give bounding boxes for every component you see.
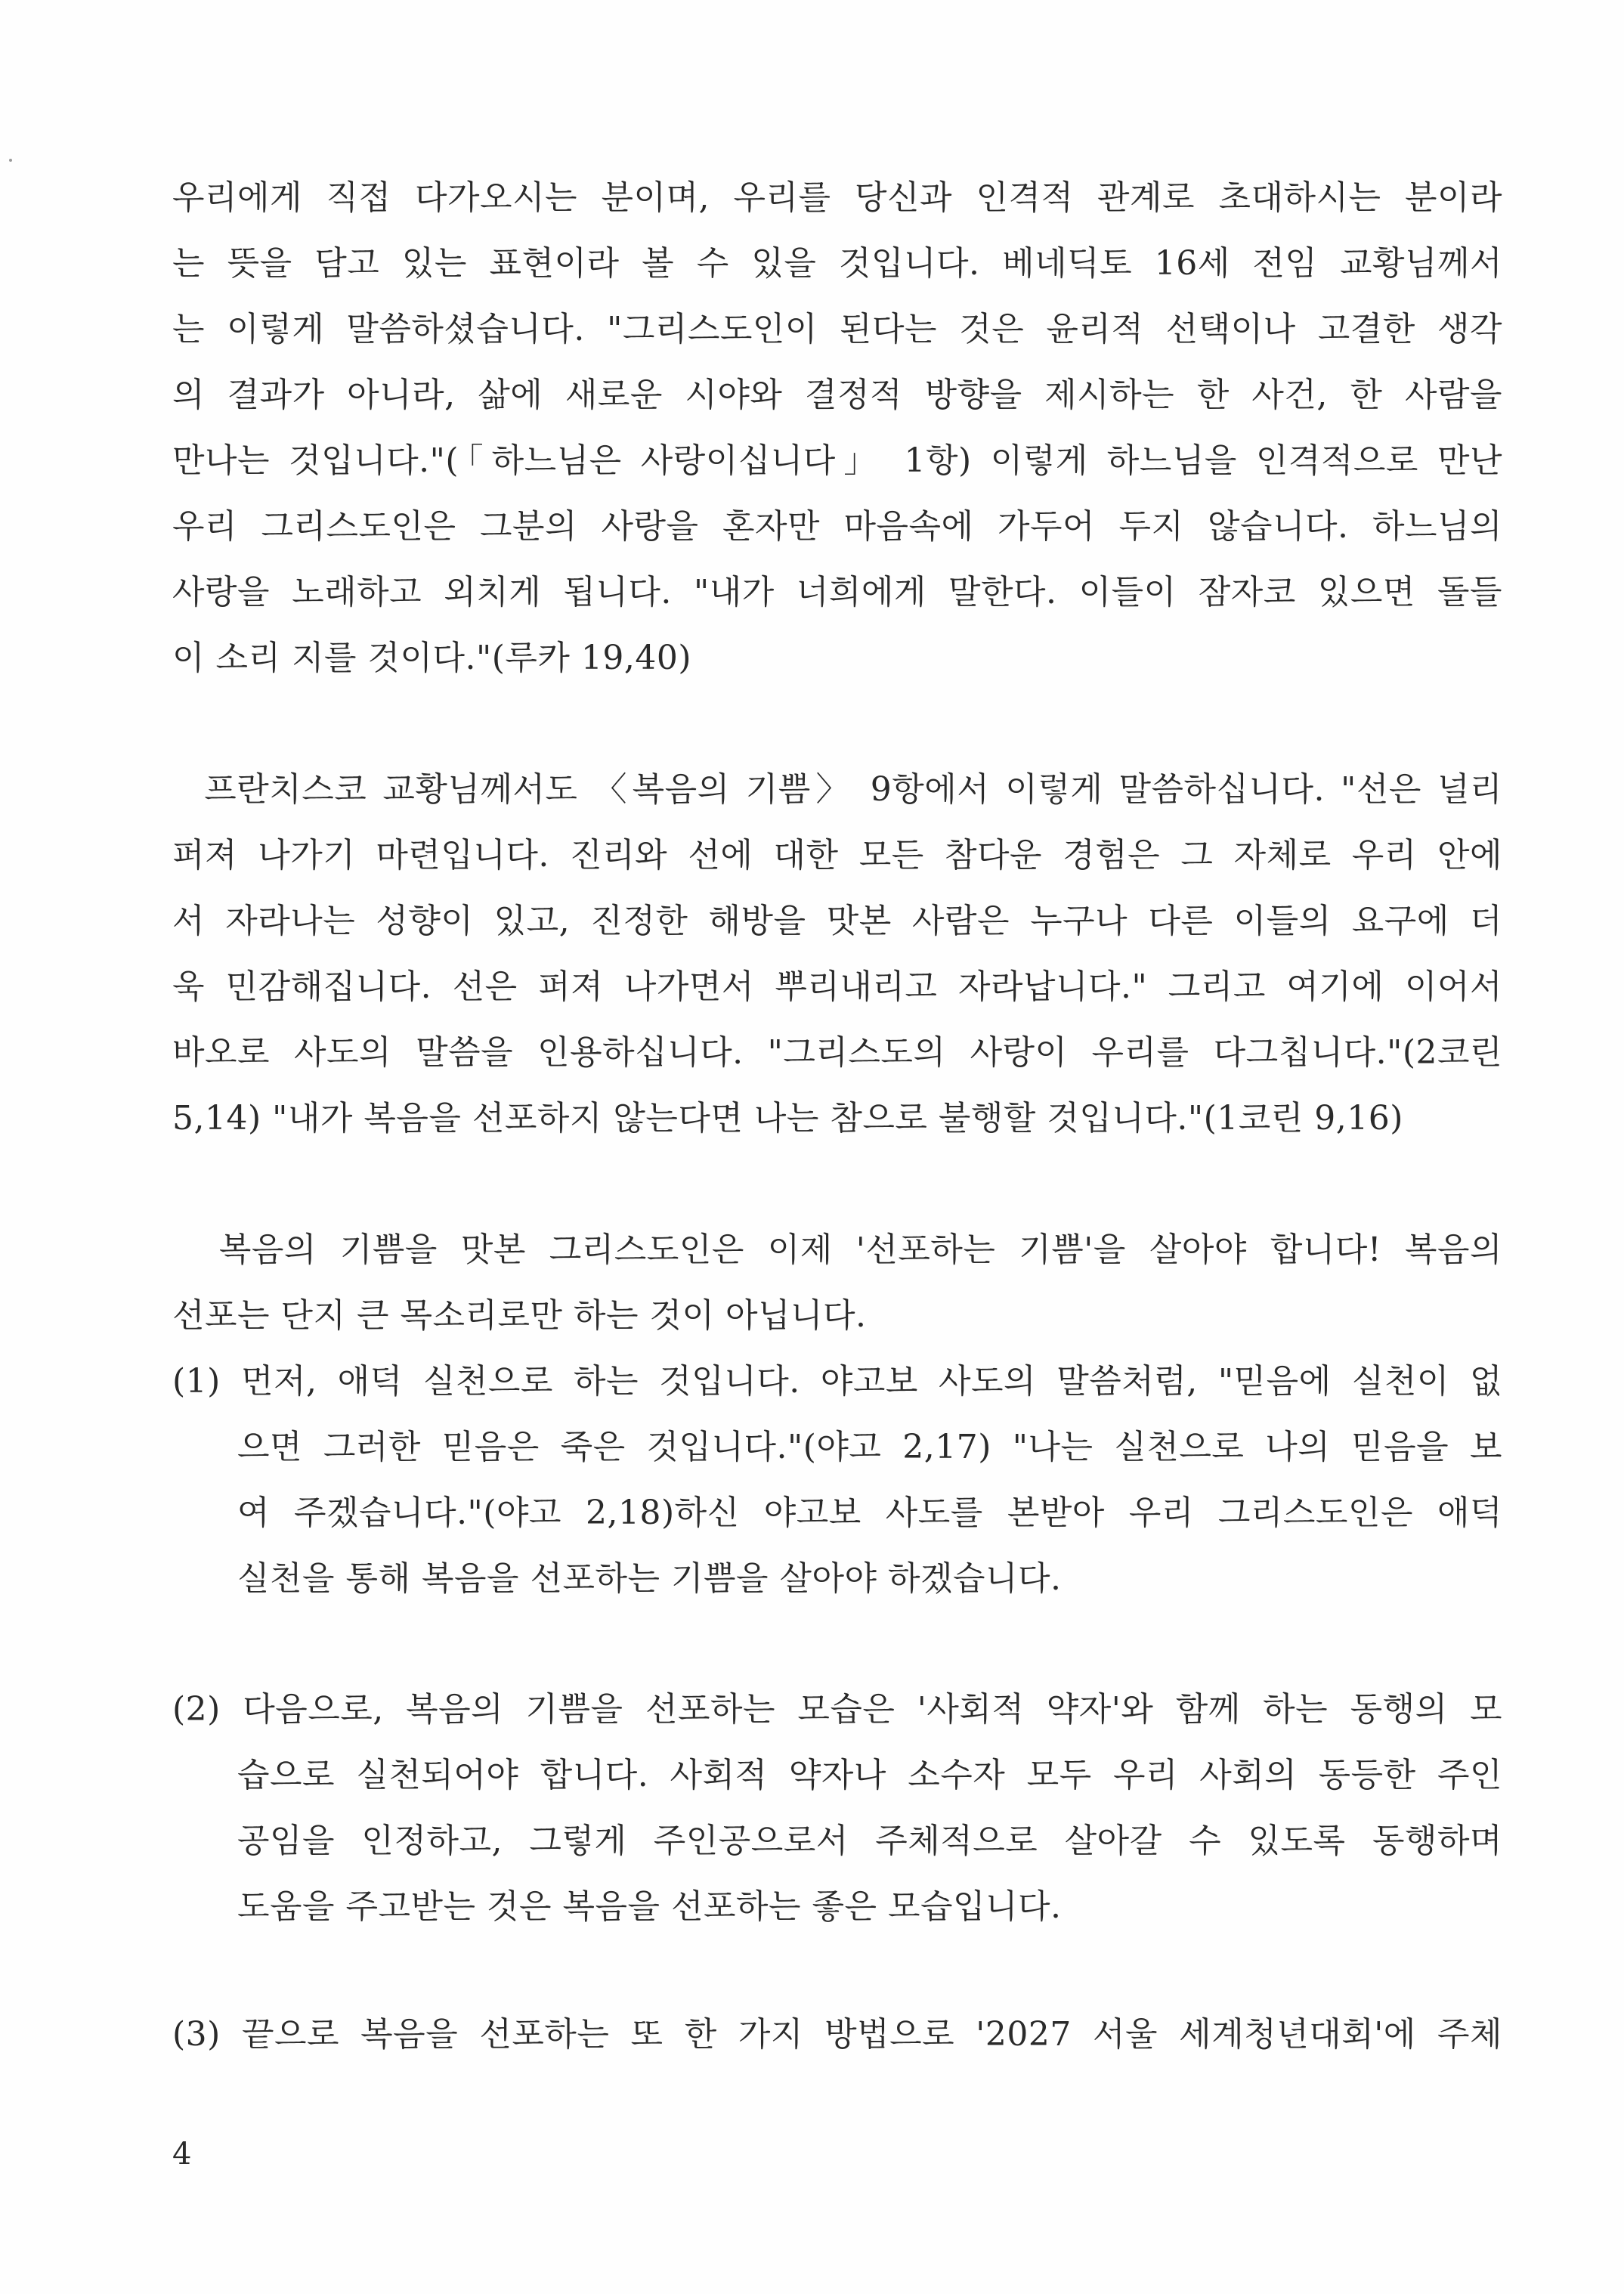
list-item-line: 실천을 통해 복음을 선포하는 기쁨을 살아야 하겠습니다. (237, 1559, 1062, 1598)
paragraph-line: 우리에게 직접 다가오시는 분이며, 우리를 당신과 인격적 관계로 초대하시는 분이라 (172, 178, 1502, 217)
paragraph-line: 우리 그리스도인은 그분의 사랑을 혼자만 마음속에 가두어 두지 않습니다. 하느님의 (172, 507, 1502, 546)
list-item-line: (2) 다음으로, 복음의 기쁨을 선포하는 모습은 '사회적 약자'와 함께 하는 동행의 모 (172, 1690, 1502, 1729)
list-item-line: 습으로 실천되어야 합니다. 사회적 약자나 소수자 모두 우리 사회의 동등한 주인 (237, 1756, 1502, 1794)
paragraph-line: 퍼져 나가기 마련입니다. 진리와 선에 대한 모든 참다운 경험은 그 자체로 우리 안에 (172, 836, 1502, 875)
paragraph-line: 프란치스코 교황님께서도 〈복음의 기쁨〉 9항에서 이렇게 말씀하십니다. "선은 널리 (172, 770, 1502, 809)
paragraph-line: 서 자라나는 성향이 있고, 진정한 해방을 맛본 사람은 누구나 다른 이들의 요구에 더 (172, 902, 1502, 940)
paragraph-line: 복음의 기쁨을 맛본 그리스도인은 이제 '선포하는 기쁨'을 살아야 합니다! 복음의 (172, 1231, 1502, 1269)
paragraph-line: 선포는 단지 큰 목소리로만 하는 것이 아닙니다. (172, 1296, 867, 1335)
paragraph-line: 의 결과가 아니라, 삶에 새로운 시야와 결정적 방향을 제시하는 한 사건, 한 사람을 (172, 376, 1502, 414)
paragraph-line: 5,14) "내가 복음을 선포하지 않는다면 나는 참으로 불행할 것입니다."(1코린 9,16) (172, 1099, 1403, 1138)
paragraph-line: 사랑을 노래하고 외치게 됩니다. "내가 너희에게 말한다. 이들이 잠자코 있으면 돌들 (172, 573, 1502, 611)
list-item-line: 여 주겠습니다."(야고 2,18)하신 야고보 사도를 본받아 우리 그리스도인은 애덕 (237, 1494, 1502, 1532)
list-item-line: (3) 끝으로 복음을 선포하는 또 한 가지 방법으로 '2027 서울 세계청년대회'에 주체 (172, 2015, 1502, 2054)
list-item-line: (1) 먼저, 애덕 실천으로 하는 것입니다. 야고보 사도의 말씀처럼, "믿음에 실천이 없 (172, 1362, 1502, 1401)
scan-speck (9, 159, 12, 162)
paragraph-line: 는 이렇게 말씀하셨습니다. "그리스도인이 된다는 것은 윤리적 선택이나 고결한 생각 (172, 310, 1502, 348)
list-item-line: 으면 그러한 믿음은 죽은 것입니다."(야고 2,17) "나는 실천으로 나의 믿음을 보 (237, 1428, 1502, 1466)
list-item-line: 공임을 인정하고, 그렇게 주인공으로서 주체적으로 살아갈 수 있도록 동행하며 (237, 1822, 1502, 1860)
paragraph-line: 만나는 것입니다."(「하느님은 사랑이십니다」 1항) 이렇게 하느님을 인격적으로 만난 (172, 441, 1502, 480)
list-item-line: 도움을 주고받는 것은 복음을 선포하는 좋은 모습입니다. (237, 1887, 1062, 1926)
page-number: 4 (172, 2137, 192, 2172)
paragraph-line: 바오로 사도의 말씀을 인용하십니다. "그리스도의 사랑이 우리를 다그칩니다."(2코린 (172, 1033, 1502, 1072)
paragraph-line: 는 뜻을 담고 있는 표현이라 볼 수 있을 것입니다. 베네딕토 16세 전임 교황님께서 (172, 244, 1502, 283)
paragraph-line: 욱 민감해집니다. 선은 퍼져 나가면서 뿌리내리고 자라납니다." 그리고 여기에 이어서 (172, 967, 1502, 1006)
paragraph-line: 이 소리 지를 것이다."(루카 19,40) (172, 639, 692, 677)
